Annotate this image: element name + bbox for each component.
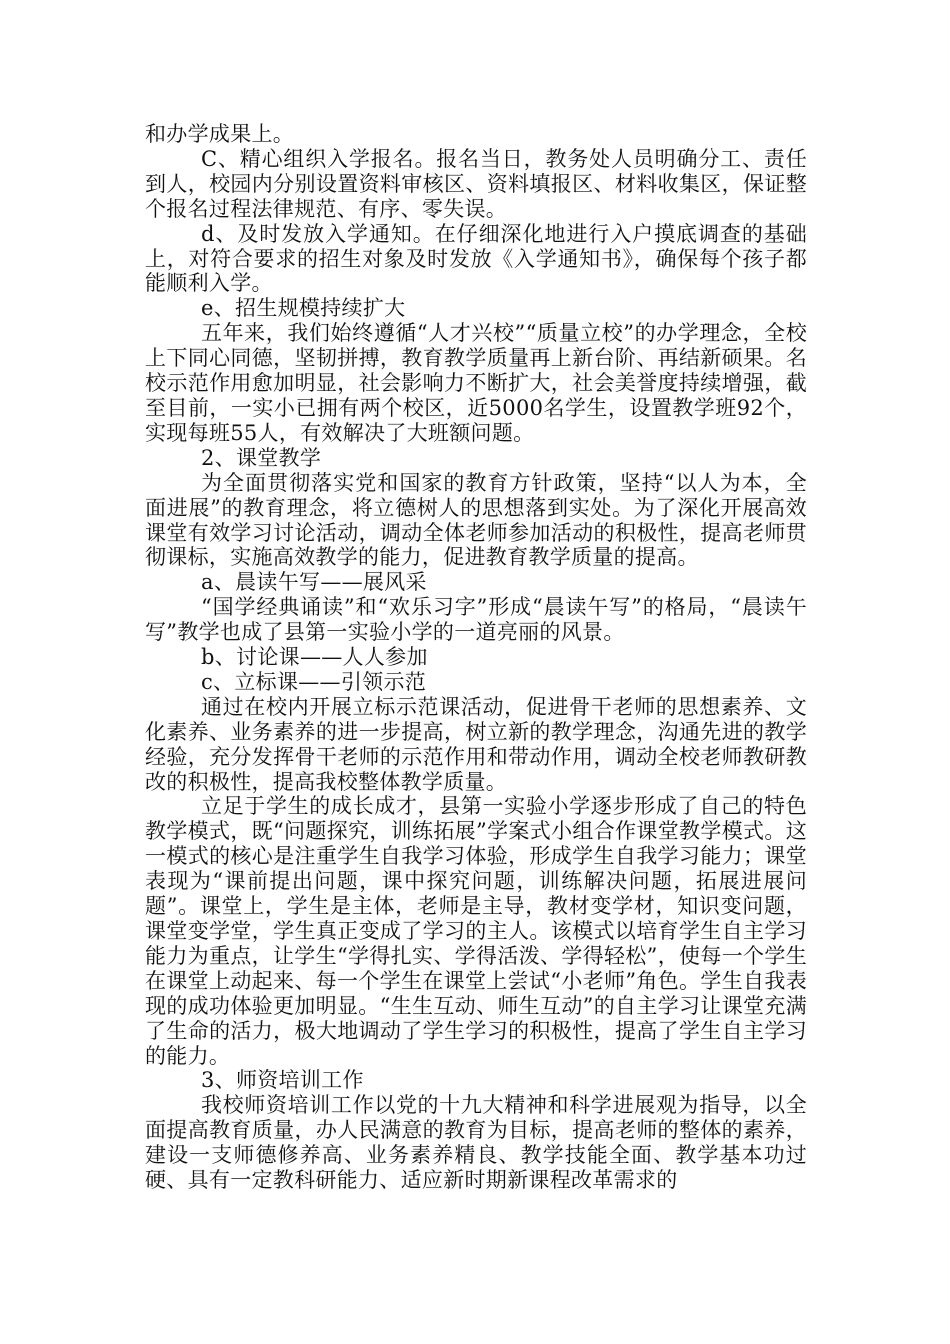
section-heading: b、讨论课——人人参加 bbox=[201, 645, 428, 670]
section-heading: a、晨读午写——展风采 bbox=[201, 570, 427, 595]
paragraph: C、精心组织入学报名。报名当日，教务处人员明确分工、责任到人，校园内分别设置资料审核区、资料填报区、材料收集区，保证整个报名过程法律规范、有序、零失误。 bbox=[145, 146, 807, 221]
section-heading: 2、课堂教学 bbox=[201, 445, 322, 470]
paragraph: 立足于学生的成长成才，县第一实验小学逐步形成了自己的特色教学模式，既“问题探究，训练拓展”学案式小组合作课堂教学模式。这一模式的核心是注重学生自我学习体验，形成学生自我学习能力；课堂表现为“课前提出问题，课中探究问题，训练解决问题，拓展进展问题”。课堂上，学生是主体，老师是主导，教材变学材，知识变问题，课堂变学堂，学生真正变成了学习的主人。该模式以培育学生自主学习能力为重点，让学生“学得扎实、学得活泼、学得轻松”，使每一个学生在课堂上动起来、每一个学生在课堂上尝试“小老师”角色。学生自我表现的成功体验更加明显。“生生互动、师生互动”的自主学习让课堂充满了生命的活力，极大地调动了学生学习的积极性，提高了学生自主学习的能力。 bbox=[145, 794, 807, 1068]
paragraph: 五年来，我们始终遵循“人才兴校”“质量立校”的办学理念，全校上下同心同德，坚韧拼搏，教育教学质量再上新台阶、再结新硕果。名校示范作用愈加明显，社会影响力不断扩大，社会美誉度持续增强，截至目前，一实小已拥有两个校区，近5000名学生，设置教学班92个，实现每班55人，有效解决了大班额问题。 bbox=[145, 321, 807, 445]
section-heading: e、招生规模持续扩大 bbox=[201, 296, 406, 321]
paragraph: 和办学成果上。 bbox=[145, 122, 295, 146]
paragraph: 通过在校内开展立标示范课活动，促进骨干老师的思想素养、文化素养、业务素养的进一步提高，树立新的教学理念，沟通先进的教学经验，充分发挥骨干老师的示范作用和带动作用，调动全校老师教研教改的积极性，提高我校整体教学质量。 bbox=[145, 694, 807, 794]
paragraph: “国学经典诵读”和“欢乐习字”形成“晨读午写”的格局，“晨读午写”教学也成了县第一实验小学的一道亮丽的风景。 bbox=[145, 595, 807, 645]
paragraph: d、及时发放入学通知。在仔细深化地进行入户摸底调查的基础上，对符合要求的招生对象及时发放《入学通知书》，确保每个孩子都能顺利入学。 bbox=[145, 221, 807, 296]
paragraph: 为全面贯彻落实党和国家的教育方针政策，坚持“以人为本，全面进展”的教育理念，将立德树人的思想落到实处。为了深化开展高效课堂有效学习讨论活动，调动全体老师参加活动的积极性，提高老师贯彻课标，实施高效教学的能力，促进教育教学质量的提高。 bbox=[145, 470, 807, 570]
section-heading: c、立标课——引领示范 bbox=[201, 669, 427, 694]
paragraph: 我校师资培训工作以党的十九大精神和科学进展观为指导，以全面提高教育质量，办人民满意的教育为目标，提高老师的整体的素养，建设一支师德修养高、业务素养精良、教学技能全面、教学基本功过硬、具有一定教科研能力、适应新时期新课程改革需求的 bbox=[145, 1093, 807, 1193]
document-body bbox=[145, 122, 807, 1193]
section-heading: 3、师资培训工作 bbox=[201, 1068, 364, 1093]
